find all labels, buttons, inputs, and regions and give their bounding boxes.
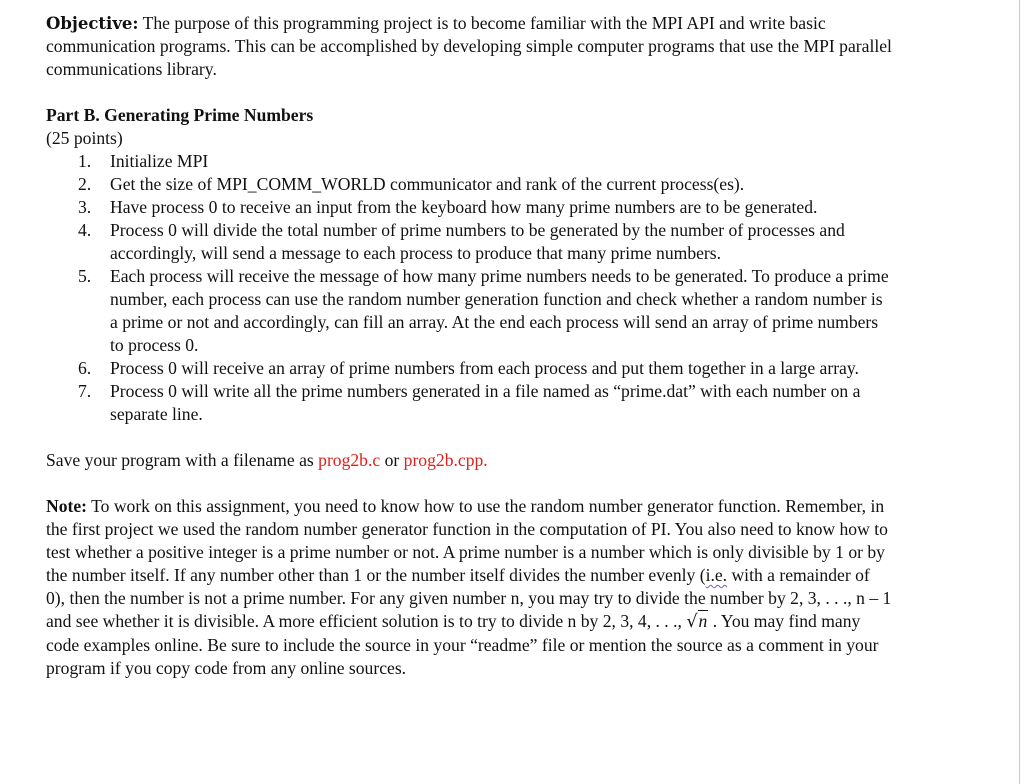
sqrt-argument: n [698,611,708,631]
list-number: 6. [78,358,92,378]
objective-text: The purpose of this programming project is to become familiar with the MPI API and write basic communication programs. This can be accomplished by developing simple computer programs that use the MPI parallel communications library. [46,13,892,79]
list-item [46,380,892,426]
list-number: 5. [78,266,92,286]
steps-list [46,150,892,426]
part-b-title: Part B. Generating Prime Numbers [46,105,314,125]
list-text: Initialize MPI [110,151,209,171]
sqrt-icon: √ [686,612,698,632]
list-item [46,173,892,196]
page-edge [1019,0,1020,784]
save-or: or [380,450,404,470]
list-text: Process 0 will write all the prime numbers generated in a file named as “prime.dat” with each number on a separate line. [110,381,861,424]
list-number: 1. [78,151,92,171]
note-paragraph [46,495,892,680]
list-text: Process 0 will receive an array of prime numbers from each process and put them together in a large array. [110,358,859,378]
list-item [46,196,892,219]
list-number: 2. [78,174,92,194]
list-text: Get the size of MPI_COMM_WORLD communicator and rank of the current process(es). [110,174,745,194]
list-item [46,265,892,357]
list-number: 7. [78,381,92,401]
note-label: Note: [46,496,88,516]
list-number: 3. [78,197,92,217]
list-text: Process 0 will divide the total number of prime numbers to be generated by the number of processes and accordingly, will send a message to each process to produce that many prime numbers. [110,220,845,263]
note-text-1: To work on this assignment, you need to know how to use the random number generator function. Remember, in the first project we used the random number generator function in the computation of PI. You also need to know how to test whether a positive integer is a prime number or not. A prime number is a number which is only divisible by 1 or by the number itself. If any number other than 1 or the number itself divides the number evenly ( [46,496,888,585]
filename-c: prog2b.c [318,450,381,470]
list-text: Have process 0 to receive an input from the keyboard how many prime numbers are to be generated. [110,197,818,217]
list-item [46,219,892,265]
document-body [46,12,892,680]
objective-label: Objective: [46,14,139,33]
save-prefix: Save your program with a filename as [46,450,319,470]
part-b-points: (25 points) [46,128,123,148]
save-instruction [46,449,892,472]
filename-cpp: prog2b.cpp. [403,450,488,470]
list-item [46,357,892,380]
list-item [46,150,892,173]
note-text-3: . You may find many code examples online. Be sure to include the source in your “readme” file or mention the source as a comment in your program if you copy code from any online sources. [46,611,879,678]
note-text-2: with a remainder of 0), then the number is not a prime number. For any given number n, you may try to divide the number by 2, 3, . . ., n – 1 and see whether it is divisible. A more efficient solution is to try to divide n by 2, 3, 4, . . ., [46,565,892,631]
list-number: 4. [78,220,92,240]
list-text: Each process will receive the message of how many prime numbers needs to be generated. To produce a prime number, each process can use the random number generation function and check whether a random number is a prime or not and accordingly, can fill an array. At the end each process will send an array of prime numbers to process 0. [110,266,889,355]
spellcheck-ie: i.e. [705,565,728,585]
objective-paragraph [46,12,892,81]
